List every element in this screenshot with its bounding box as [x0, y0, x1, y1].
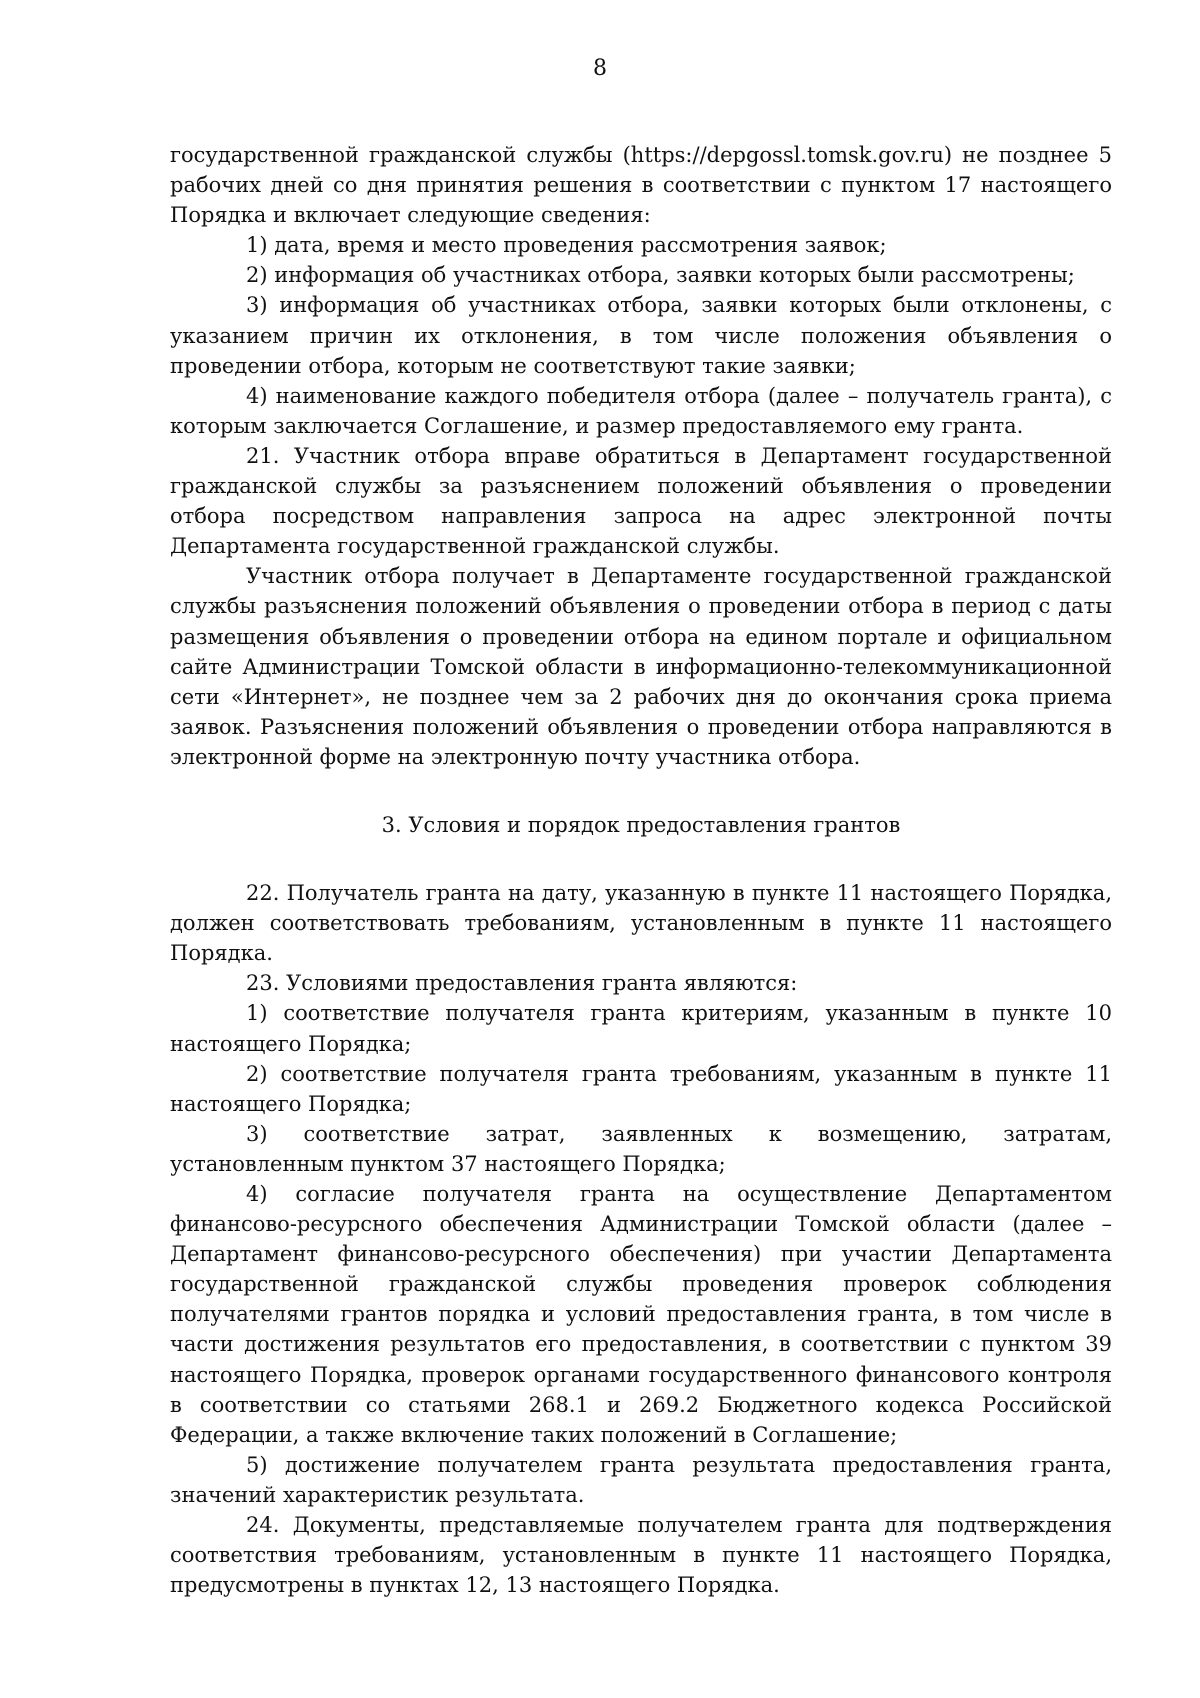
- list-item: 1) дата, время и место проведения рассмотрения заявок;: [246, 233, 887, 258]
- list-item: 2) соответствие получателя гранта требованиям, указанным в пункте 11 настоящего Порядка;: [170, 1061, 1112, 1116]
- paragraph: 23. Условиями предоставления гранта являются:: [246, 971, 798, 996]
- list-item: 2) информация об участниках отбора, заявки которых были рассмотрены;: [246, 263, 1075, 288]
- page-number: 8: [593, 56, 607, 81]
- paragraph: 22. Получатель гранта на дату, указанную в пункте 11 настоящего Порядка, должен соответствовать требованиям, установленным в пункте 11 настоящего Порядка.: [170, 881, 1112, 966]
- paragraph: 21. Участник отбора вправе обратиться в Департамент государственной гражданской службы за разъяснением положений объявления о проведении отбора посредством направления запроса на адрес электронной почты Департамента государственной гражданской службы.: [170, 443, 1112, 559]
- paragraph: 24. Документы, представляемые получателем гранта для подтверждения соответствия требованиям, установленным в пункте 11 настоящего Порядка, предусмотрены в пунктах 12, 13 настоящего Порядка.: [170, 1513, 1112, 1598]
- list-item: 4) наименование каждого победителя отбора (далее – получатель гранта), с которым заключается Соглашение, и размер предоставляемого ему гранта.: [170, 383, 1112, 438]
- list-item: 1) соответствие получателя гранта критериям, указанным в пункте 10 настоящего Порядка;: [170, 1001, 1112, 1056]
- list-item: 3) соответствие затрат, заявленных к возмещению, затратам, установленным пунктом 37 настоящего Порядка;: [170, 1121, 1112, 1176]
- document-body: [170, 140, 1112, 1600]
- section-title: 3. Условия и порядок предоставления грантов: [381, 812, 901, 837]
- list-item: 4) согласие получателя гранта на осуществление Департаментом финансово-ресурсного обеспечения Администрации Томской области (далее – Департамент финансово-ресурсного обеспечения) при участии Департамента государственной гражданской службы проведения проверок соблюдения получателями грантов порядка и условий предоставления гранта, в том числе в части достижения результатов его предоставления, в соответствии с пунктом 39 настоящего Порядка, проверок органами государственного финансового контроля в соответствии со статьями 268.1 и 269.2 Бюджетного кодекса Российской Федерации, а также включение таких положений в Соглашение;: [170, 1182, 1112, 1447]
- list-item: 5) достижение получателем гранта результата предоставления гранта, значений характеристик результата.: [170, 1452, 1112, 1507]
- paragraph: государственной гражданской службы (https://depgossl.tomsk.gov.ru) не позднее 5 рабочих дней со дня принятия решения в соответствии с пунктом 17 настоящего Порядка и включает следующие сведения:: [170, 143, 1112, 228]
- list-item: 3) информация об участниках отбора, заявки которых были отклонены, с указанием причин их отклонения, в том числе положения объявления о проведении отбора, которым не соответствуют такие заявки;: [170, 293, 1112, 378]
- paragraph: Участник отбора получает в Департаменте государственной гражданской службы разъяснения положений объявления о проведении отбора в период с даты размещения объявления о проведении отбора на едином портале и официальном сайте Администрации Томской области в информационно-телекоммуникационной сети «Интернет», не позднее чем за 2 рабочих дня до окончания срока приема заявок. Разъяснения положений объявления о проведении отбора направляются в электронной форме на электронную почту участника отбора.: [170, 564, 1112, 769]
